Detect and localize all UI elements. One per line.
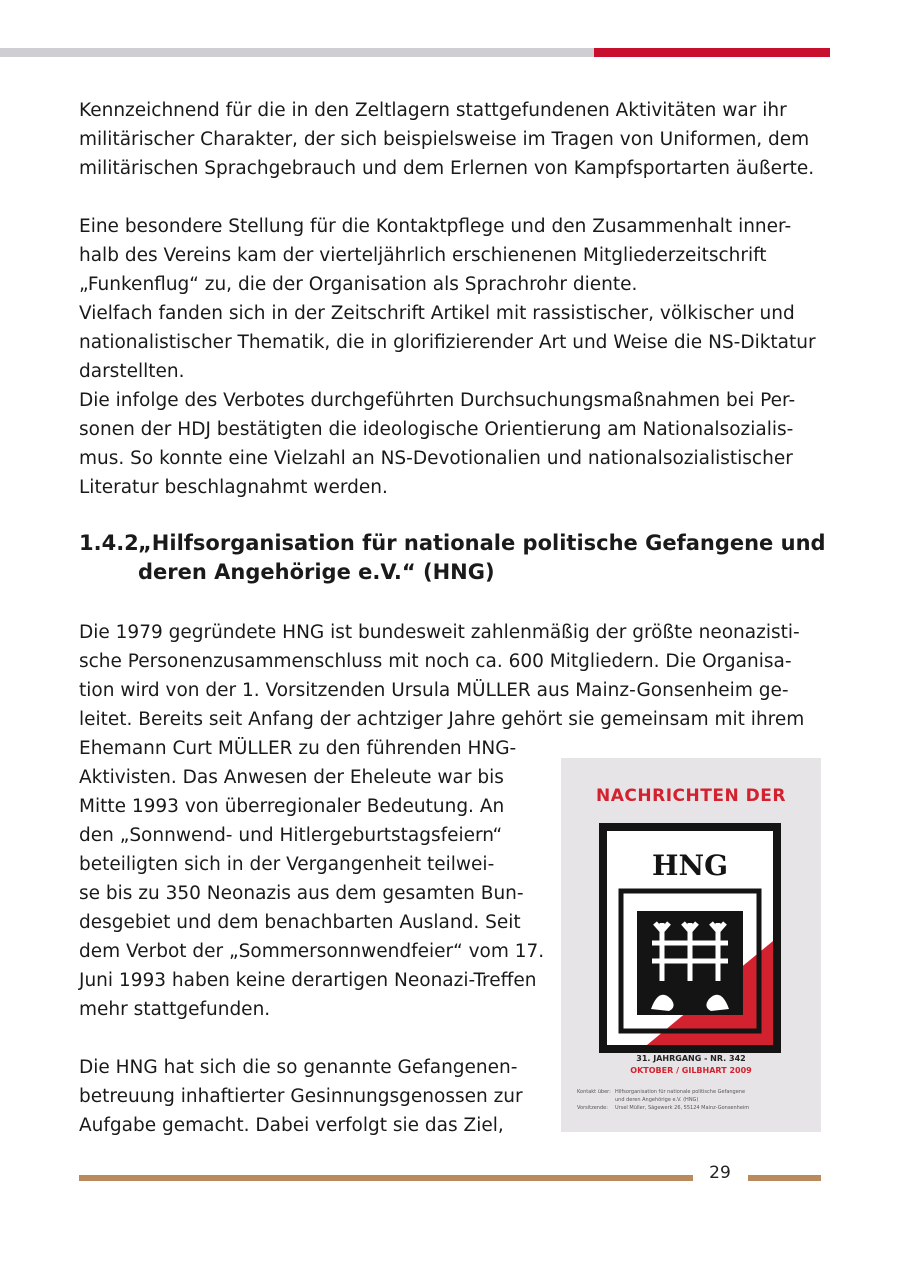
header-bar-grey <box>0 48 594 57</box>
section-title-line2: deren Angehörige e.V.“ (HNG) <box>138 560 495 584</box>
section-heading <box>79 529 829 587</box>
cover-logo <box>607 831 773 1045</box>
section-title-line1: „Hilfsorganisation für nationale politische Gefangene und <box>138 531 826 555</box>
section-number: 1.4.2 <box>79 531 139 555</box>
footer-bar-right <box>748 1175 821 1181</box>
paragraph-4: Die HNG hat sich die so genannte Gefangenen- betreuung inhaftierter Gesinnungsgenossen zur Aufgabe gemacht. Dabei verfolgt sie das Ziel, <box>79 1057 523 1136</box>
page-number: 29 <box>709 1163 731 1183</box>
cover-logo-text: HNG <box>652 849 728 882</box>
header-bar-red <box>594 48 830 57</box>
hng-newsletter-cover-image <box>561 758 821 1132</box>
paragraph-1: Kennzeichnend für die in den Zeltlagern stattgefundenen Aktivitäten war ihr militärischer Charakter, der sich beispielsweise im Tragen von Uniformen, dem militärischen Sprachgebrauch und dem Erlernen von Kampfsportarten äußerte. <box>79 100 815 179</box>
cover-date: OKTOBER / GILBHART 2009 <box>630 1066 752 1075</box>
cover-logo-frame <box>599 823 781 1053</box>
cover-title: NACHRICHTEN DER <box>596 786 786 806</box>
cover-issue: 31. JAHRGANG - NR. 342 <box>636 1054 746 1063</box>
cover-contact-row: Vorsitzende: Ursel Müller, Sägewerk 26, 55124 Mainz-Gonsenheim <box>577 1105 750 1111</box>
paragraph-3: Die 1979 gegründete HNG ist bundesweit zahlenmäßig der größte neonazisti- sche Personenzusammenschluss mit noch ca. 600 Mitgliedern. Die Organisa- tion wird von der 1. Vorsitzenden Ursula MÜLLER aus Mainz-Gonsenheim ge- leitet. Bereits seit Anfang der achtziger Jahre gehört sie gemeinsam mit ihrem Ehemann Curt MÜLLER zu den führenden HNG- Aktivisten. Das Anwesen der Eheleute war bis Mitte 1993 von überregionaler Bedeutung. An den „Sonnwend- und Hitlergeburtstagsfeiern“ beteiligten sich in der Vergangenheit teilwei- se bis zu 350 Neonazis aus dem gesamten Bun- desgebiet und dem benachbarten Ausland. Seit dem Verbot der „Sommersonnwendfeier“ vom 17. Juni 1993 haben keine derartigen Neonazi-Treffen mehr stattgefunden. <box>79 622 805 1020</box>
footer-bar-left <box>79 1175 693 1181</box>
cover-contact-row: und deren Angehörige e.V. (HNG) <box>615 1097 699 1103</box>
cover-contact-row: Kontakt über: Hilfsorganisation für nationale politische Gefangene <box>577 1089 746 1095</box>
cover-contact-info <box>577 1088 813 1112</box>
paragraph-2: Eine besondere Stellung für die Kontaktpflege und den Zusammenhalt inner- halb des Vereins kam der vierteljährlich erschienenen Mitgliederzeitschrift „Funkenflug“ zu, die der Organisation als Sprachrohr diente. Vielfach fanden sich in der Zeitschrift Artikel mit rassistischer, völkischer und nationalistischer Thematik, die in glorifizierender Art und Weise die NS-Diktatur darstellten. Die infolge des Verbotes durchgeführten Durchsuchungsmaßnahmen bei Per- sonen der HDJ bestätigten die ideologische Orientierung am Nationalsozialis- mus. So konnte eine Vielzahl an NS-Devotionalien und nationalsozialistischer Literatur beschlagnahmt werden. <box>79 216 816 498</box>
